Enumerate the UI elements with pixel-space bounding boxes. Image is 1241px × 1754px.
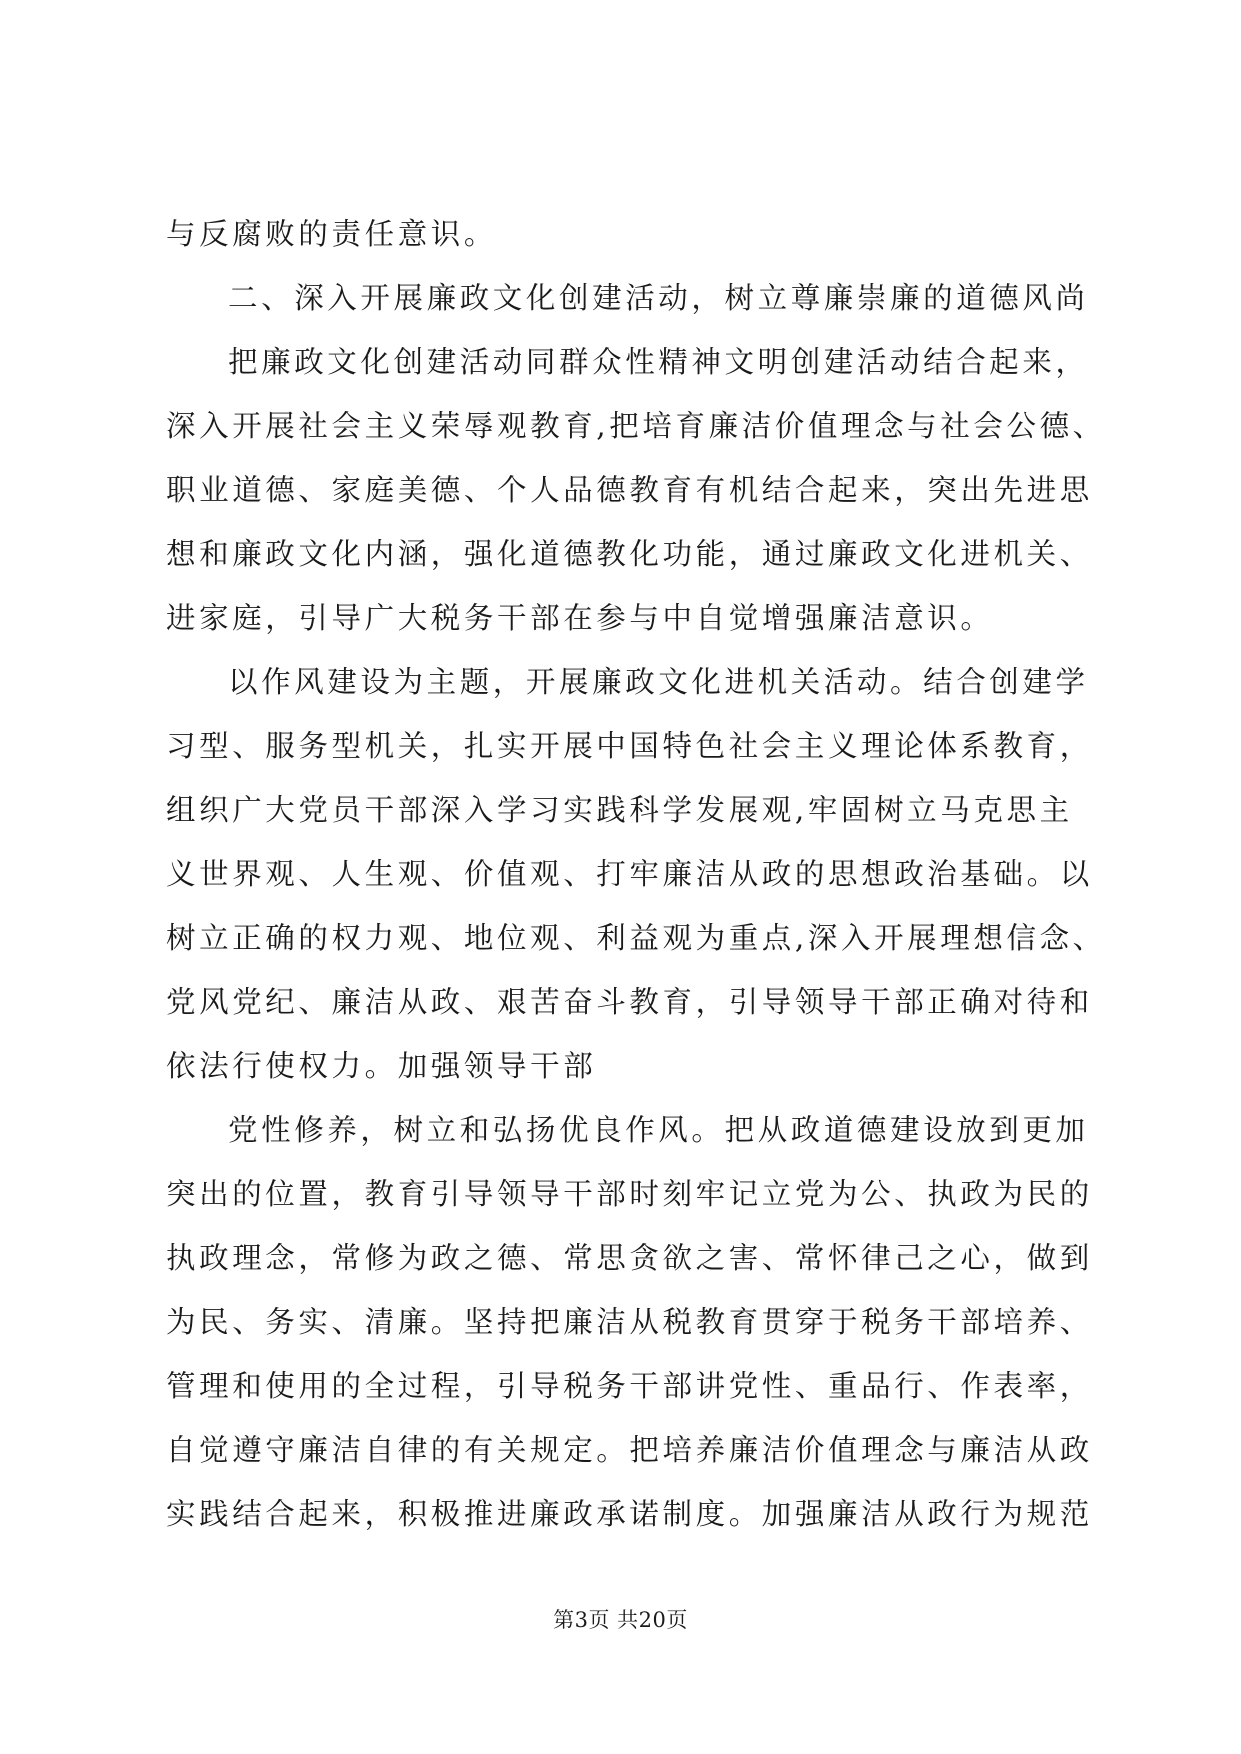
text-line: 进家庭，引导广大税务干部在参与中自觉增强廉洁意识。	[166, 601, 994, 635]
text-line: 实践结合起来，积极推进廉政承诺制度。加强廉洁从政行为规范	[166, 1497, 1093, 1531]
text-line: 自觉遵守廉洁自律的有关规定。把培养廉洁价值理念与廉洁从政	[166, 1433, 1093, 1467]
text-line: 为民、务实、清廉。坚持把廉洁从税教育贯穿于税务干部培养、	[166, 1305, 1093, 1339]
text-line: 党性修养，树立和弘扬优良作风。把从政道德建设放到更加	[228, 1113, 1089, 1147]
text-line: 管理和使用的全过程，引导税务干部讲党性、重品行、作表率，	[166, 1369, 1093, 1403]
text-line: 职业道德、家庭美德、个人品德教育有机结合起来，突出先进思	[166, 473, 1093, 507]
text-line: 深入开展社会主义荣辱观教育,把培育廉洁价值理念与社会公德、	[166, 409, 1106, 443]
document-body	[166, 202, 1106, 1546]
text-line: 党风党纪、廉洁从政、艰苦奋斗教育，引导领导干部正确对待和	[166, 985, 1093, 1019]
text-line: 义世界观、人生观、价值观、打牢廉洁从政的思想政治基础。以	[166, 857, 1093, 891]
text-line: 想和廉政文化内涵，强化道德教化功能，通过廉政文化进机关、	[166, 537, 1093, 571]
text-line: 与反腐败的责任意识。	[166, 217, 498, 251]
text-line: 突出的位置，教育引导领导干部时刻牢记立党为公、执政为民的	[166, 1177, 1093, 1211]
text-line: 组织广大党员干部深入学习实践科学发展观,牢固树立马克思主	[166, 793, 1073, 827]
text-line: 以作风建设为主题，开展廉政文化进机关活动。结合创建学	[228, 665, 1089, 699]
text-line: 把廉政文化创建活动同群众性精神文明创建活动结合起来，	[228, 345, 1089, 379]
page-number-footer: 第3页 共20页	[553, 1608, 688, 1632]
text-line: 树立正确的权力观、地位观、利益观为重点,深入开展理想信念、	[166, 921, 1106, 955]
text-line: 依法行使权力。加强领导干部	[166, 1049, 597, 1083]
text-line: 执政理念，常修为政之德、常思贪欲之害、常怀律己之心，做到	[166, 1241, 1093, 1275]
section-heading: 二、深入开展廉政文化创建活动，树立尊廉崇廉的道德风尚	[228, 281, 1089, 315]
text-line: 习型、服务型机关，扎实开展中国特色社会主义理论体系教育，	[166, 729, 1093, 763]
